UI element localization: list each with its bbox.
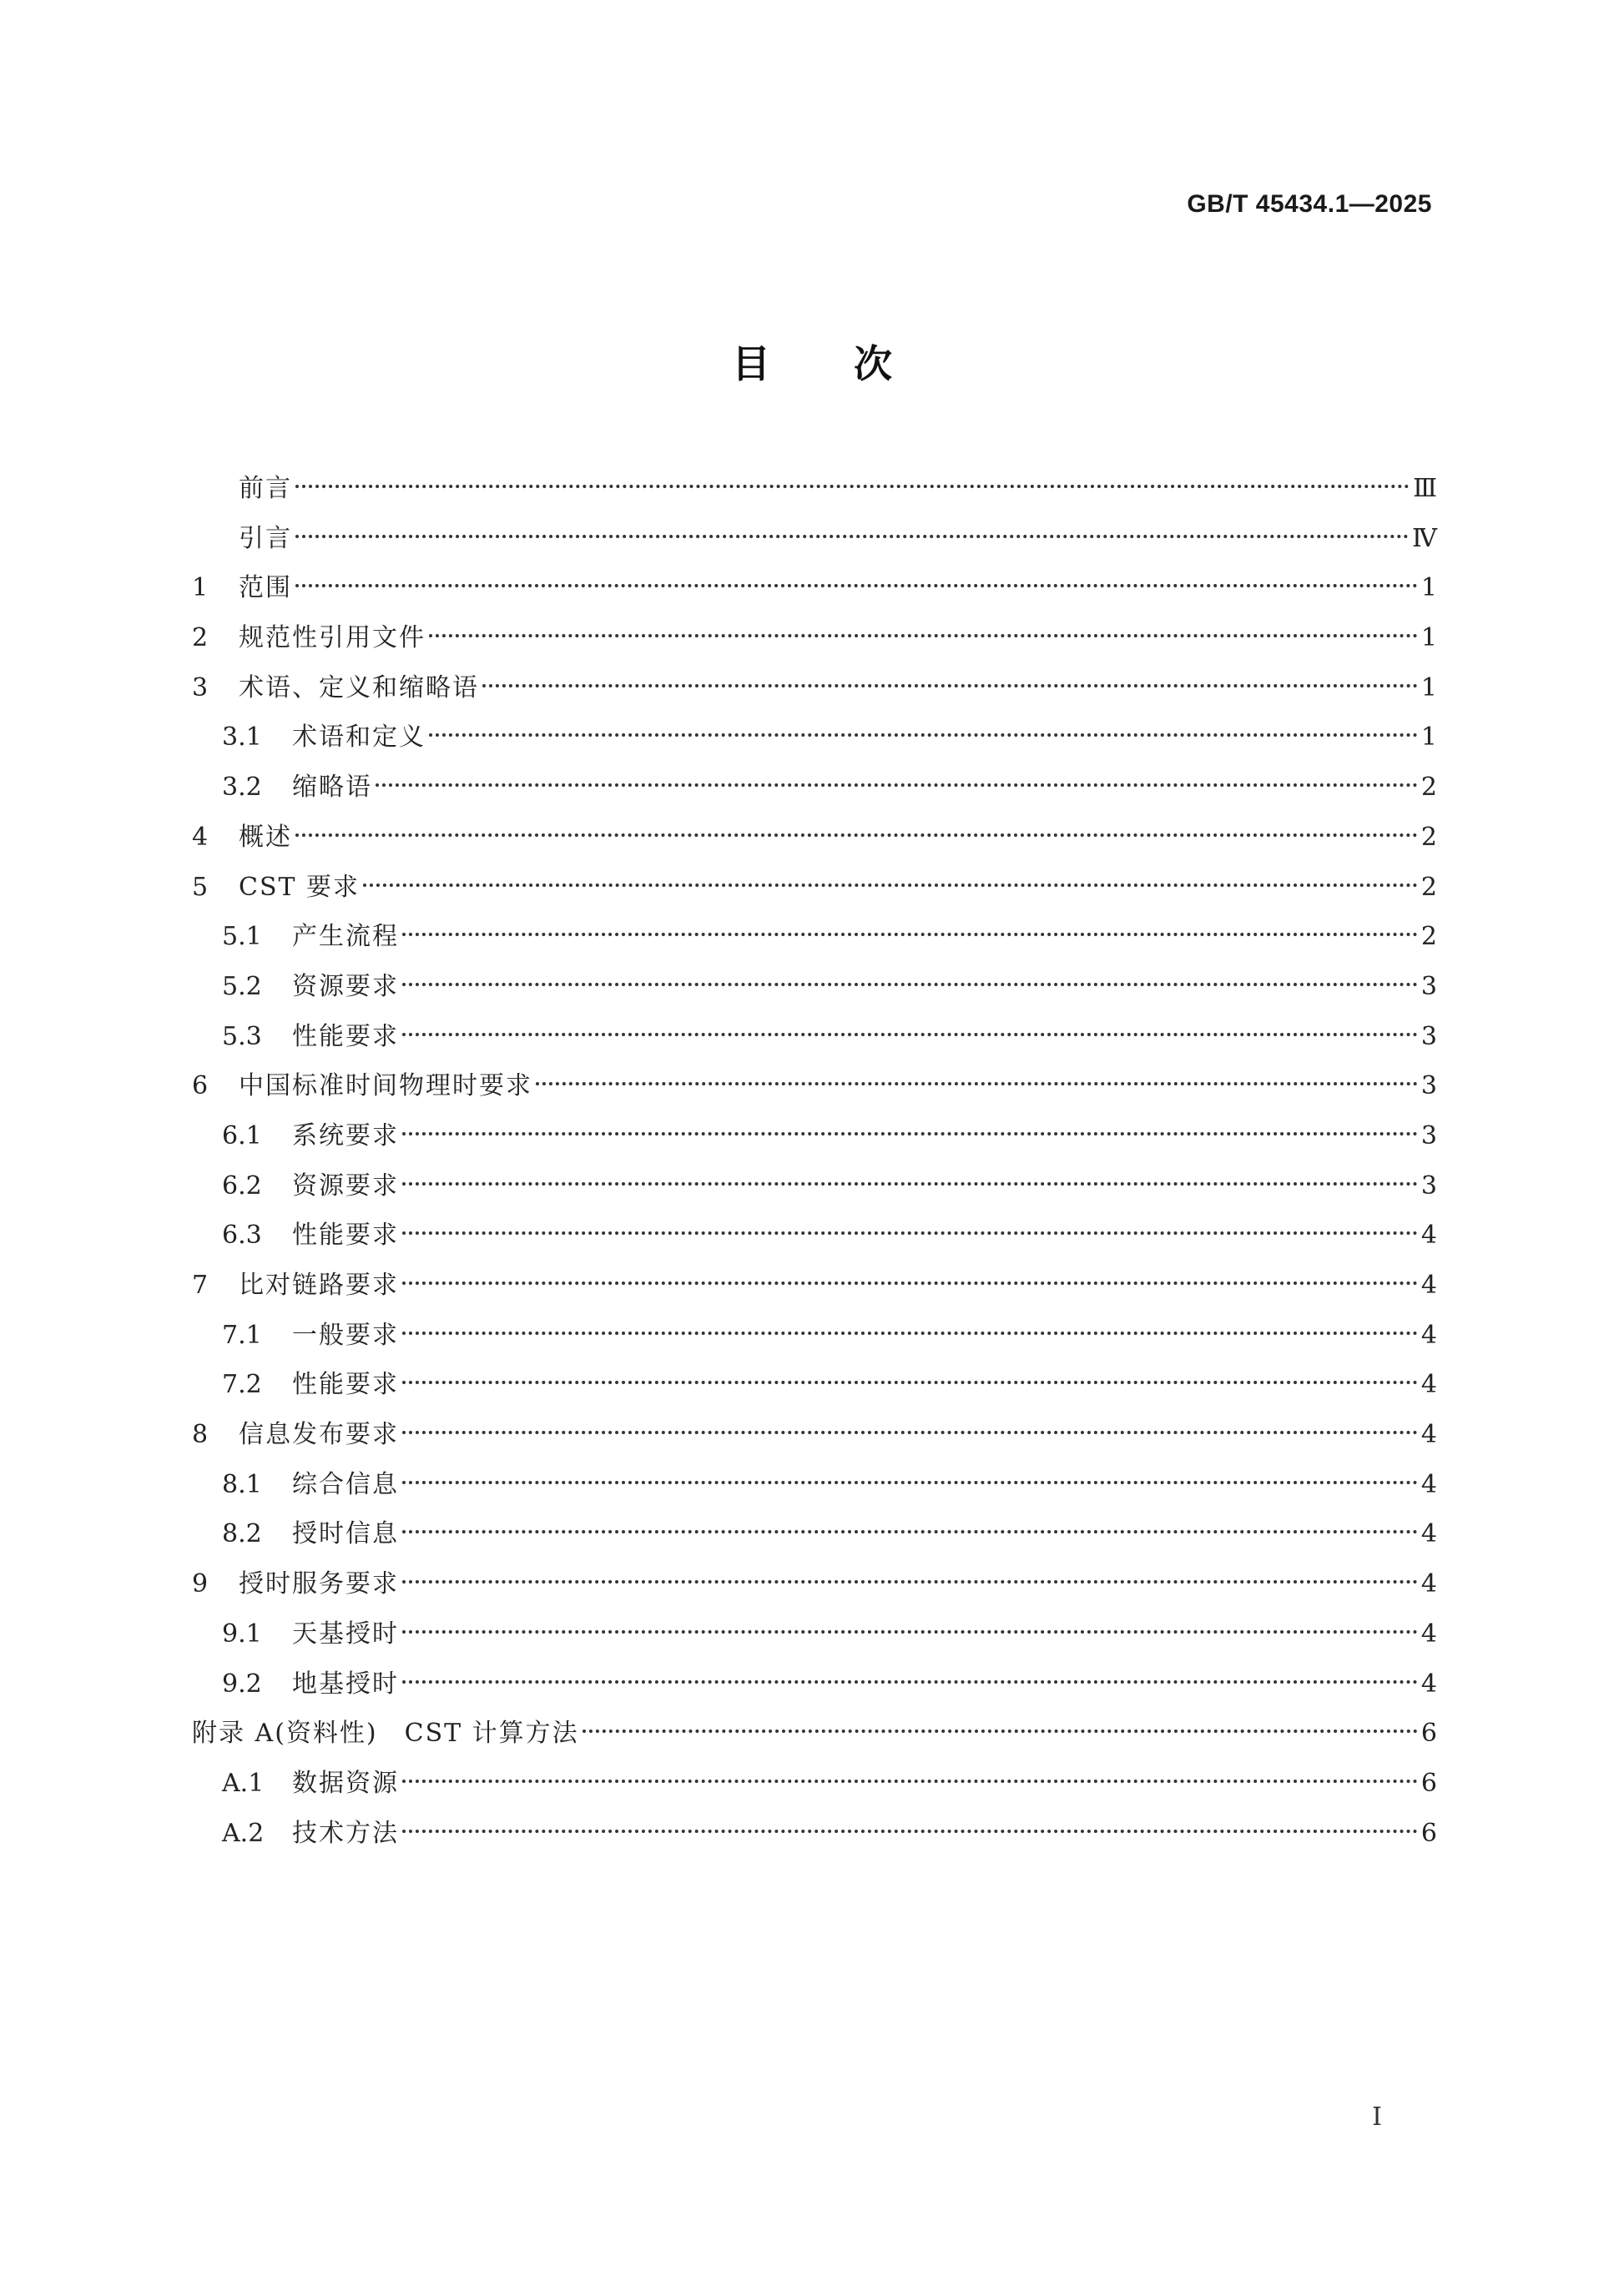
toc-entry[interactable]: [192, 613, 1437, 663]
toc-entry-page: 2: [1420, 822, 1437, 852]
toc-entry-label: 一般要求: [292, 1320, 399, 1350]
toc-entry-number: 2: [192, 623, 209, 653]
toc-entry[interactable]: [192, 1659, 1437, 1709]
toc-entry-label: 概述: [239, 822, 292, 852]
toc-entry-page: 1: [1420, 723, 1437, 753]
toc-entry-number: 1: [192, 573, 209, 603]
toc-entry-page: 2: [1420, 922, 1437, 952]
toc-entry-label: 范围: [239, 573, 292, 603]
toc-entry-label: 资源要求: [292, 1171, 399, 1201]
toc-leader-dots: [402, 1033, 1418, 1036]
toc-entry-label: 产生流程: [292, 922, 399, 952]
toc-entry-page: 4: [1420, 1619, 1437, 1649]
toc-entry-label: 缩略语: [292, 773, 372, 803]
toc-entry-page: 2: [1420, 773, 1437, 803]
toc-entry-label: 性能要求: [292, 1021, 399, 1051]
toc-entry-number: 6.3: [222, 1221, 262, 1251]
toc-entry-page: 2: [1420, 872, 1437, 902]
toc-entry-number: 7: [192, 1271, 209, 1300]
toc-entry-label: 数据资源: [292, 1768, 399, 1798]
toc-leader-dots: [402, 1182, 1418, 1186]
toc-entry-number: 6.1: [222, 1120, 262, 1151]
toc-entry-label: 术语、定义和缩略语: [239, 672, 479, 702]
toc-entry[interactable]: [192, 962, 1437, 1012]
toc-entry-page: 4: [1420, 1271, 1437, 1300]
toc-entry-label: 系统要求: [292, 1120, 399, 1151]
page-number: Ⅰ: [1372, 2102, 1382, 2132]
toc-entry-label: 前言: [239, 474, 292, 503]
toc-entry-page: 6: [1420, 1768, 1437, 1798]
toc-entry-label: 综合信息: [292, 1469, 399, 1499]
toc-entry-number: 7.1: [222, 1320, 262, 1350]
toc-entry-number: 7.2: [222, 1370, 262, 1400]
toc-entry-number: 6.2: [222, 1171, 262, 1201]
toc-leader-dots: [363, 884, 1418, 887]
toc-leader-dots: [429, 634, 1418, 637]
toc-entry-page: Ⅲ: [1413, 474, 1437, 503]
toc-leader-dots: [295, 584, 1418, 587]
toc-entry-label: 授时信息: [292, 1519, 399, 1549]
toc-entry-label: 比对链路要求: [239, 1271, 399, 1300]
toc-entry-label: 术语和定义: [292, 723, 426, 753]
toc-entry[interactable]: [192, 712, 1437, 763]
toc-leader-dots: [295, 485, 1410, 488]
toc-entry[interactable]: [192, 563, 1437, 613]
toc-leader-dots: [295, 535, 1409, 538]
toc-leader-dots: [402, 1431, 1418, 1434]
toc-entry-number: 5.2: [222, 971, 262, 1001]
toc-entry[interactable]: [192, 912, 1437, 962]
toc-leader-dots: [536, 1082, 1418, 1085]
toc-entry-page: 4: [1420, 1519, 1437, 1549]
toc-entry[interactable]: [192, 1759, 1437, 1809]
toc-entry-page: 3: [1420, 971, 1437, 1001]
toc-leader-dots: [376, 783, 1418, 787]
toc-leader-dots: [402, 1830, 1418, 1833]
toc-entry-page: 4: [1420, 1469, 1437, 1499]
toc-entry[interactable]: [192, 1509, 1437, 1559]
toc-entry-label: 授时服务要求: [239, 1569, 399, 1599]
toc-entry-page: Ⅳ: [1412, 523, 1437, 553]
table-of-contents: [192, 464, 1437, 1858]
toc-leader-dots: [402, 933, 1418, 936]
toc-entry-label: 天基授时: [292, 1619, 399, 1649]
toc-entry-label: 附录 A(资料性) CST 计算方法: [192, 1719, 579, 1749]
toc-leader-dots: [482, 684, 1418, 687]
toc-entry[interactable]: [192, 1211, 1437, 1261]
toc-entry-label: 引言: [239, 523, 292, 553]
toc-entry[interactable]: [192, 1559, 1437, 1609]
toc-entry[interactable]: [192, 1012, 1437, 1062]
toc-entry[interactable]: [192, 813, 1437, 863]
toc-entry[interactable]: [192, 863, 1437, 913]
toc-entry[interactable]: [192, 1360, 1437, 1410]
toc-entry-page: 1: [1420, 672, 1437, 702]
toc-entry-number: 8.1: [222, 1469, 262, 1499]
toc-leader-dots: [295, 833, 1418, 837]
toc-entry[interactable]: [192, 1460, 1437, 1510]
toc-entry-page: 4: [1420, 1370, 1437, 1400]
toc-entry-label: 技术方法: [292, 1818, 399, 1848]
toc-entry[interactable]: [192, 1410, 1437, 1460]
toc-entry-number: 3: [192, 672, 209, 702]
toc-entry-label: 资源要求: [292, 971, 399, 1001]
toc-entry-label: 性能要求: [292, 1370, 399, 1400]
toc-leader-dots: [429, 733, 1418, 737]
toc-entry-page: 4: [1420, 1221, 1437, 1251]
toc-entry[interactable]: [192, 464, 1437, 514]
toc-leader-dots: [402, 983, 1418, 986]
toc-entry-label: 信息发布要求: [239, 1420, 399, 1450]
toc-entry-number: 6: [192, 1071, 209, 1101]
toc-entry-page: 3: [1420, 1021, 1437, 1051]
toc-entry-number: 5.1: [222, 922, 262, 952]
toc-entry-number: 8.2: [222, 1519, 262, 1549]
toc-entry-page: 1: [1420, 573, 1437, 603]
toc-entry-page: 3: [1420, 1171, 1437, 1201]
toc-entry-page: 6: [1420, 1818, 1437, 1848]
toc-entry-page: 4: [1420, 1669, 1437, 1699]
toc-entry[interactable]: [192, 1111, 1437, 1161]
standard-code: GB/T 45434.1—2025: [1187, 190, 1432, 218]
toc-leader-dots: [402, 1332, 1418, 1335]
toc-leader-dots: [402, 1780, 1418, 1783]
toc-entry-label: 中国标准时间物理时要求: [239, 1071, 532, 1101]
toc-leader-dots: [402, 1231, 1418, 1235]
toc-entry-number: 5: [192, 872, 209, 902]
toc-entry[interactable]: [192, 1161, 1437, 1211]
toc-entry-page: 4: [1420, 1420, 1437, 1450]
toc-leader-dots: [402, 1580, 1418, 1584]
toc-entry-number: 3.2: [222, 773, 262, 803]
toc-leader-dots: [402, 1530, 1418, 1533]
toc-leader-dots: [402, 1281, 1418, 1285]
toc-entry[interactable]: [192, 763, 1437, 813]
toc-entry[interactable]: [192, 1709, 1437, 1759]
toc-leader-dots: [402, 1680, 1418, 1684]
toc-leader-dots: [583, 1730, 1418, 1733]
page-title: 目次: [732, 341, 976, 386]
toc-entry-label: CST 要求: [239, 872, 361, 902]
toc-entry-number: 8: [192, 1420, 209, 1450]
toc-entry-number: A.2: [222, 1818, 265, 1848]
toc-entry-page: 3: [1420, 1071, 1437, 1101]
toc-entry-label: 性能要求: [292, 1221, 399, 1251]
toc-entry-page: 3: [1420, 1120, 1437, 1151]
toc-entry-number: 9: [192, 1569, 209, 1599]
toc-leader-dots: [402, 1481, 1418, 1484]
toc-entry[interactable]: [192, 1311, 1437, 1361]
toc-leader-dots: [402, 1381, 1418, 1384]
toc-entry-label: 规范性引用文件: [239, 623, 426, 653]
toc-entry-number: A.1: [222, 1768, 265, 1798]
toc-entry-number: 5.3: [222, 1021, 262, 1051]
toc-entry[interactable]: [192, 1061, 1437, 1111]
toc-entry[interactable]: [192, 1609, 1437, 1659]
toc-entry[interactable]: [192, 663, 1437, 713]
toc-entry[interactable]: [192, 514, 1437, 564]
toc-entry-label: 地基授时: [292, 1669, 399, 1699]
toc-leader-dots: [402, 1630, 1418, 1634]
toc-entry-number: 3.1: [222, 723, 262, 753]
toc-entry-page: 6: [1420, 1719, 1437, 1749]
toc-entry[interactable]: [192, 1809, 1437, 1859]
toc-entry-number: 9.2: [222, 1669, 262, 1699]
toc-entry-number: 9.1: [222, 1619, 262, 1649]
toc-entry-page: 4: [1420, 1320, 1437, 1350]
toc-entry-number: 4: [192, 822, 209, 852]
toc-leader-dots: [402, 1132, 1418, 1135]
toc-entry-page: 4: [1420, 1569, 1437, 1599]
toc-entry-page: 1: [1420, 623, 1437, 653]
toc-entry[interactable]: [192, 1261, 1437, 1311]
